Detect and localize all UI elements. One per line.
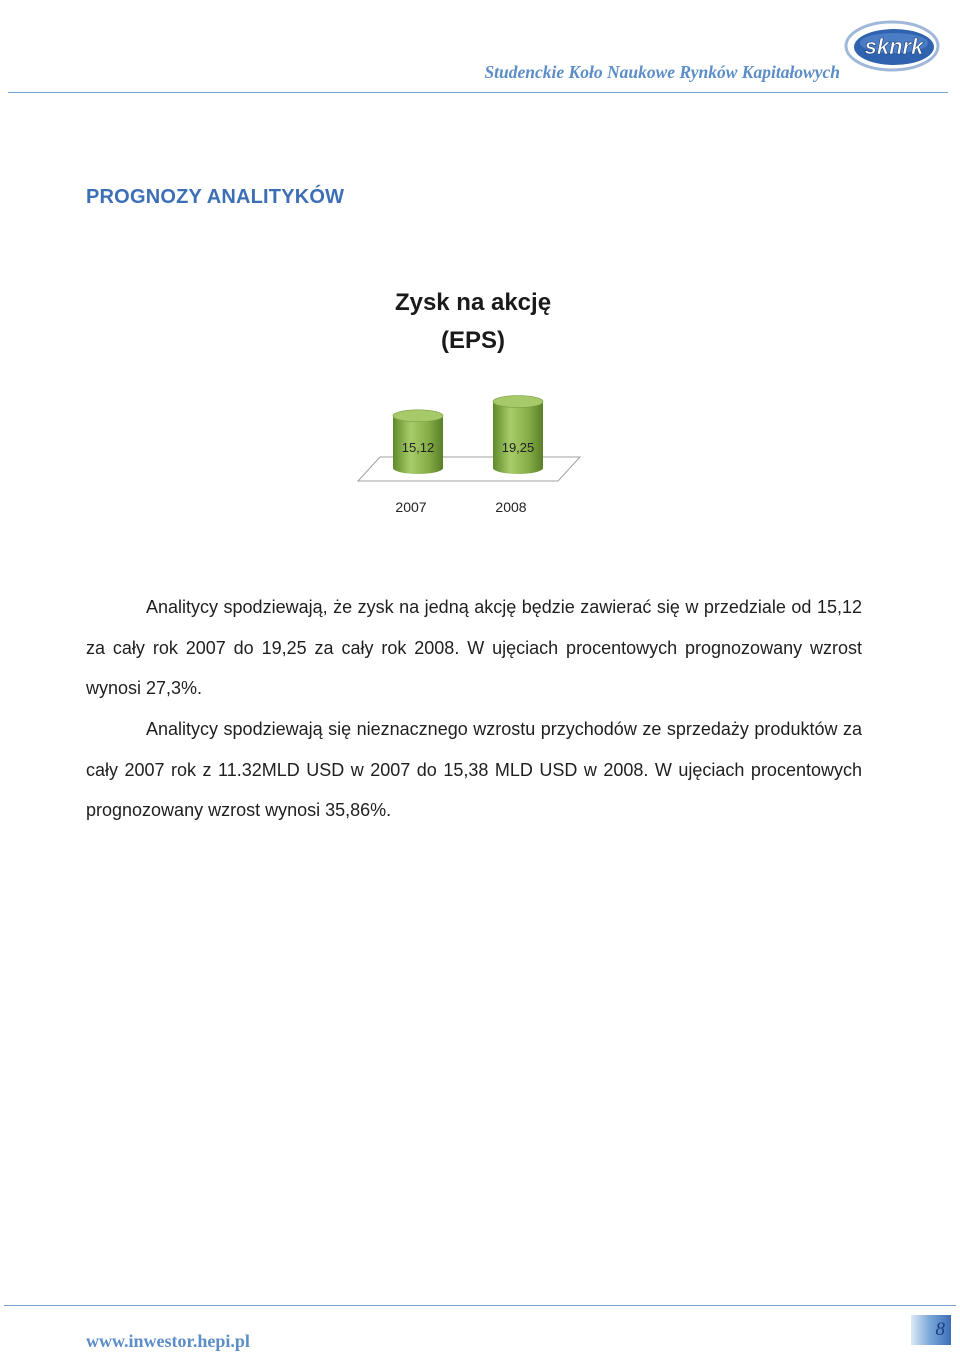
body-paragraph-2 (86, 709, 862, 831)
header-divider (8, 92, 948, 93)
page-number: 8 (935, 1319, 945, 1340)
page-number-box (911, 1315, 951, 1345)
chart-title-line-1: Zysk na akcję (394, 289, 552, 316)
footer-url[interactable]: www.inwestor.hepi.pl (86, 1331, 250, 1351)
x-tick-label-2008: 2008 (495, 499, 527, 515)
chart-floor (358, 457, 580, 481)
bar-top-2008 (493, 396, 543, 408)
body-paragraph-2-text: Analitycy spodziewają się nieznacznego wzrostu przychodów ze sprzedaży produktów za cały 2007 rok z 11.32MLD USD w 2007 do 15,38 MLD USD w 2008. W ujęciach procentowych prognozowany wzrost wynosi 35,86%. (86, 719, 862, 821)
bar-top-2007 (393, 410, 443, 422)
footer-divider (4, 1305, 956, 1306)
x-tick-label-2007: 2007 (395, 499, 427, 515)
bar-2008 (493, 396, 543, 515)
eps-chart (340, 380, 600, 530)
body-paragraph-1-text: Analitycy spodziewają, że zysk na jedną akcję będzie zawierać się w przedziale od 15,12 za cały rok 2007 do 19,25 za cały rok 2008. W ujęciach procentowych prognozowany wzrost wynosi 27,3%. (86, 597, 862, 699)
body-paragraph-1 (86, 587, 862, 709)
sknrk-logo-icon (840, 12, 944, 80)
logo-text: sknrk (864, 34, 924, 59)
bar-2007 (393, 410, 443, 515)
header-title: Studenckie Koło Naukowe Rynków Kapitałowych (484, 62, 840, 82)
section-heading: PROGNOZY ANALITYKÓW (86, 186, 345, 208)
data-label-2008: 19,25 (501, 440, 535, 455)
chart-title (330, 284, 616, 360)
bar-body-2008 (493, 402, 543, 474)
data-label-2007: 15,12 (401, 440, 435, 455)
chart-title-line-2: (EPS) (440, 327, 505, 354)
